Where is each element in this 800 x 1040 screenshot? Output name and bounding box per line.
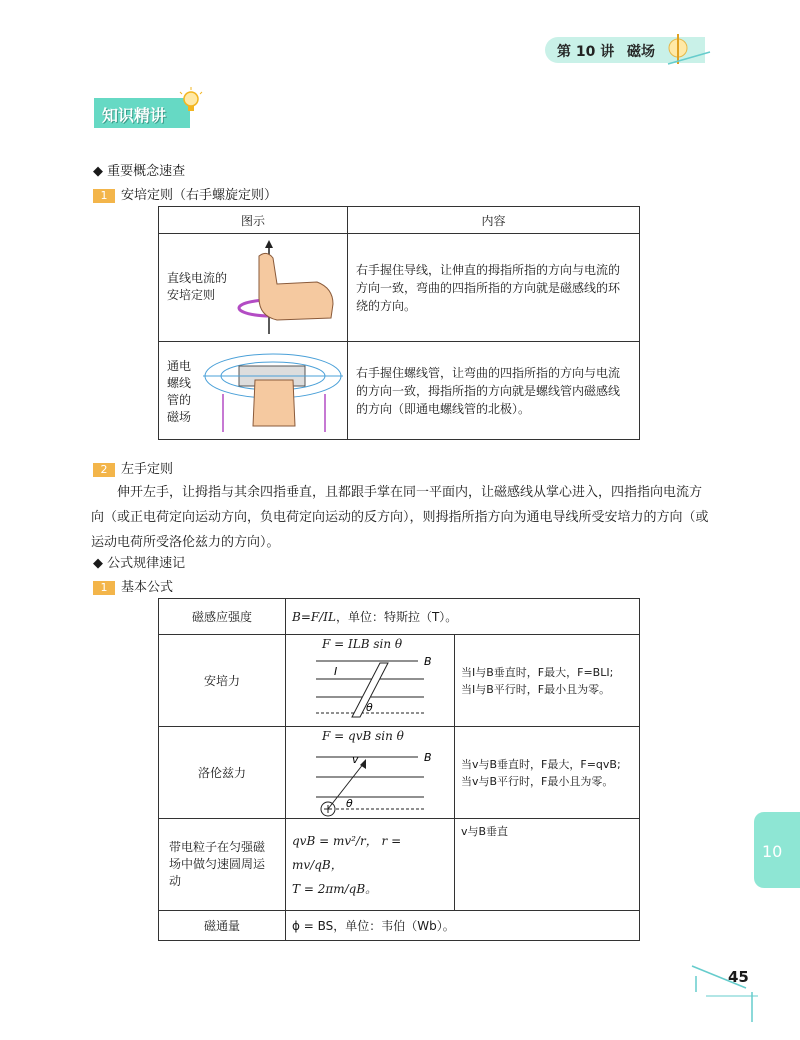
- lorentz-force-note-2: 当v与B平行时，F最小且为零。: [461, 774, 614, 788]
- section-heading-concepts: ◆ 重要概念速查: [93, 164, 186, 179]
- item-number: 1: [93, 581, 115, 595]
- row2-label: 通电螺线管的磁场: [167, 359, 192, 424]
- ampere-force-note-2: 当I与B平行时，F最小且为零。: [461, 682, 611, 696]
- formula-flux: ϕ = BS，单位：韦伯（Wb）。: [286, 911, 640, 941]
- ampere-rule-table: [158, 206, 640, 440]
- formula-label-circular-motion: 带电粒子在匀强磁场中做匀速圆周运动: [159, 819, 286, 911]
- left-hand-rule-paragraph: 伸开左手，让拇指与其余四指垂直，且都跟手掌在同一平面内，让磁感线从掌心进入，四指指向电流方向（或正电荷定向运动方向，负电荷定向运动的反方向），则拇指所指方向为通电导线所受安培力的方向（或运动电荷所受洛伦兹力的方向）。: [91, 485, 709, 550]
- svg-text:v: v: [352, 753, 359, 766]
- svg-text:θ: θ: [366, 701, 373, 714]
- footer-decoration-icon: [686, 962, 760, 1026]
- lecture-label: 第 10 讲: [557, 44, 615, 60]
- formula-b: B=F/IL: [292, 610, 336, 624]
- formula-b-unit: ，单位：特斯拉（T）。: [335, 610, 458, 624]
- diagram-cell-straight: [159, 234, 348, 342]
- ampere-force-diagram-cell: [286, 635, 455, 727]
- formula-table: [158, 598, 640, 941]
- ampere-force-formula: F = ILB sin θ: [322, 637, 403, 651]
- item-heading-ampere: 1 安培定则（右手螺旋定则）: [93, 184, 277, 203]
- row1-text: 右手握住导线，让伸直的拇指所指的方向与电流的方向一致，弯曲的四指所指的方向就是磁感线的环绕的方向。: [348, 234, 640, 342]
- formula-qvb: qvB = mv²/r: [292, 833, 366, 848]
- row1-label: 直线电流的安培定则: [167, 271, 228, 302]
- formula-label-lorentz-force: 洛伦兹力: [159, 727, 286, 819]
- lorentz-force-note-1: 当v与B垂直时，F最大，F=qvB;: [461, 757, 621, 771]
- svg-text:θ: θ: [346, 797, 353, 810]
- col-header-content: 内容: [348, 207, 640, 234]
- col-header-diagram: 图示: [159, 207, 348, 234]
- formula-period: T = 2πm/qB: [292, 881, 366, 896]
- item-number: 1: [93, 189, 115, 203]
- side-tab-number: 10: [762, 842, 783, 861]
- lorentz-force-diagram: [306, 747, 446, 817]
- formula-cell-b: [286, 599, 640, 635]
- formula-radius: r = mv/qB: [292, 833, 402, 872]
- lorentz-force-notes: [455, 727, 640, 819]
- page-number: 45: [728, 968, 749, 986]
- topic-label: 磁场: [627, 44, 655, 60]
- item-heading-basic-formulas: 1 基本公式: [93, 576, 173, 595]
- ampere-force-diagram: [306, 655, 446, 725]
- item-heading-left-hand: 2 左手定则: [93, 458, 173, 477]
- diagram-cell-solenoid: [159, 342, 348, 440]
- circular-motion-formula-cell: qvB = mv²/r， r = mv/qB， T = 2πm/qB。: [286, 819, 455, 911]
- svg-text:B: B: [424, 655, 432, 668]
- circular-motion-note: v与B垂直: [455, 819, 640, 911]
- lightbulb-icon: [176, 86, 206, 116]
- solenoid-hand-illustration: [199, 346, 345, 436]
- lorentz-force-diagram-cell: [286, 727, 455, 819]
- ampere-force-note-1: 当I与B垂直时，F最大，F=BLI;: [461, 665, 614, 679]
- item-number: 2: [93, 463, 115, 477]
- svg-text:B: B: [424, 751, 432, 764]
- formula-label-b: 磁感应强度: [159, 599, 286, 635]
- header-decoration-icon: [664, 30, 712, 68]
- formula-label-ampere-force: 安培力: [159, 635, 286, 727]
- lorentz-force-formula: F = qvB sin θ: [322, 729, 404, 743]
- chapter-side-tab: [754, 812, 800, 888]
- row2-text: 右手握住螺线管，让弯曲的四指所指的方向与电流的方向一致，拇指所指的方向就是螺线管内磁感线的方向（即通电螺线管的北极）。: [348, 342, 640, 440]
- right-hand-wire-illustration: [237, 238, 341, 338]
- ampere-force-notes: [455, 635, 640, 727]
- svg-text:I: I: [334, 665, 338, 678]
- formula-label-flux: 磁通量: [159, 911, 286, 941]
- section-heading-formulas: ◆ 公式规律速记: [93, 556, 186, 571]
- banner-title: 知识精讲: [102, 106, 167, 125]
